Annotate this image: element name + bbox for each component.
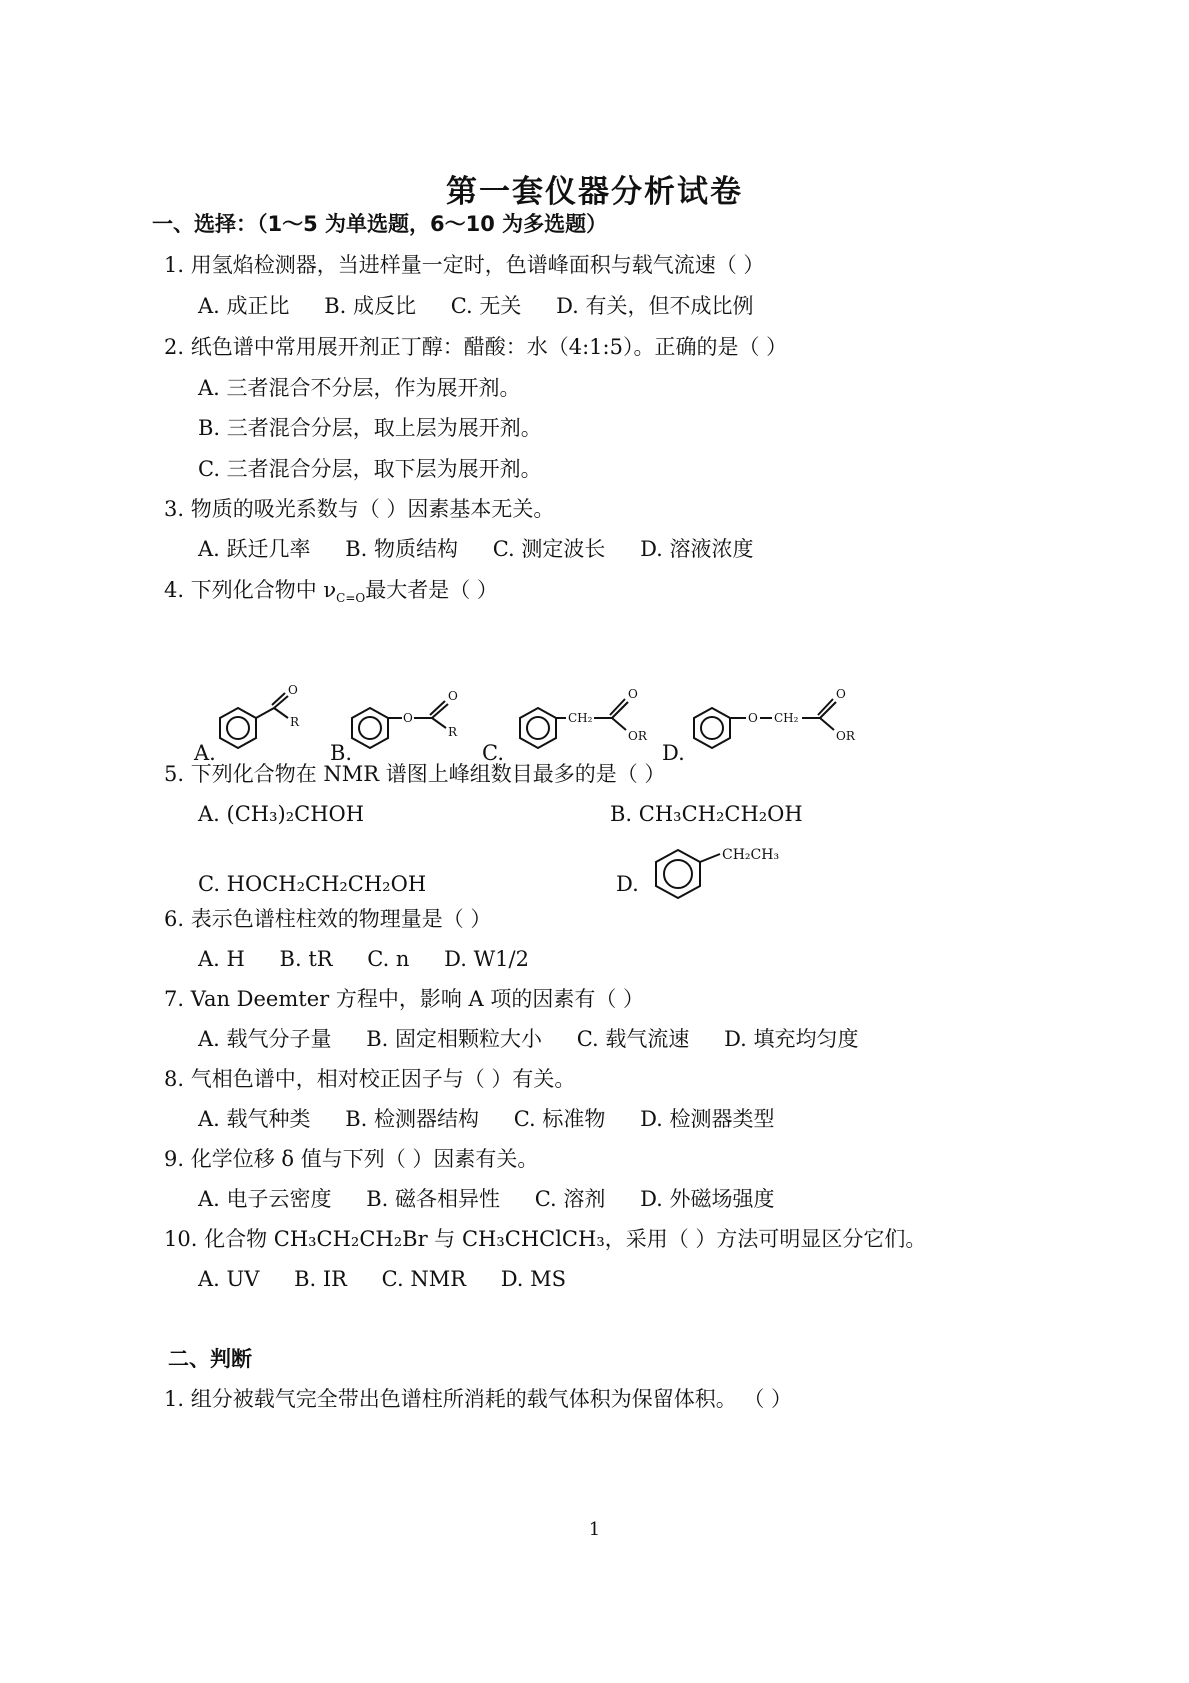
q4-b-oxygen: O <box>448 689 458 703</box>
q3-stem: 3. 物质的吸光系数与（ ）因素基本无关。 <box>164 497 555 521</box>
q4-structure-a <box>193 683 300 765</box>
q4-c-oxygen: O <box>628 687 638 701</box>
q6-stem: 6. 表示色谱柱柱效的物理量是（ ） <box>164 907 492 931</box>
q3-option-d: D. 溶液浓度 <box>640 537 754 561</box>
q4-c-ch2: CH₂ <box>568 711 593 725</box>
q4-stem-subscript: C=O <box>336 591 366 606</box>
q2-option-a: A. 三者混合不分层，作为展开剂。 <box>198 376 521 400</box>
q4-label-a: A. <box>194 741 216 765</box>
q3-option-a: A. 跃迁几率 <box>198 537 311 561</box>
q8-option-b: B. 检测器结构 <box>345 1107 480 1131</box>
q1-option-d: D. 有关，但不成比例 <box>556 294 754 318</box>
q6-option-d: D. W1/2 <box>444 947 529 971</box>
q7-options <box>198 1025 887 1053</box>
q7-option-b: B. 固定相颗粒大小 <box>366 1027 543 1051</box>
q7-stem: 7. Van Deemter 方程中，影响 A 项的因素有（ ） <box>164 987 645 1011</box>
q5-option-c: C. HOCH₂CH₂CH₂OH <box>198 872 427 896</box>
q9-option-b: B. 磁各相异性 <box>366 1187 501 1211</box>
q9-option-d: D. 外磁场强度 <box>640 1187 775 1211</box>
q4-c-or: OR <box>628 729 647 743</box>
q4-d-or: OR <box>836 729 855 743</box>
q3-options <box>198 535 782 563</box>
page-number: 1 <box>588 1519 601 1540</box>
q1-options <box>198 292 782 320</box>
q6-option-b: B. tR <box>279 947 333 971</box>
q1-stem: 1. 用氢焰检测器，当进样量一定时，色谱峰面积与载气流速（ ） <box>164 253 765 277</box>
q9-option-a: A. 电子云密度 <box>198 1187 332 1211</box>
q1-option-a: A. 成正比 <box>198 294 290 318</box>
q1-option-c: C. 无关 <box>450 294 522 318</box>
page-title: 第一套仪器分析试卷 <box>446 174 743 210</box>
q2-stem: 2. 纸色谱中常用展开剂正丁醇：醋酸：水（4:1:5）。正确的是（ ） <box>164 335 788 359</box>
q8-option-c: C. 标准物 <box>513 1107 606 1131</box>
judgement-1: 1. 组分被载气完全带出色谱柱所消耗的载气体积为保留体积。 （ ） <box>164 1387 793 1411</box>
q10-options <box>198 1265 594 1293</box>
q5-option-d: D. <box>616 872 639 896</box>
q8-options <box>198 1105 803 1133</box>
q3-option-b: B. 物质结构 <box>345 537 459 561</box>
q4-d-oxygen: O <box>836 687 846 701</box>
q4-stem <box>164 576 498 612</box>
q4-b-r: R <box>448 725 458 739</box>
q8-option-d: D. 检测器类型 <box>640 1107 775 1131</box>
q4-structure-b <box>330 689 458 765</box>
q1-option-b: B. 成反比 <box>324 294 417 318</box>
q7-option-c: C. 载气流速 <box>576 1027 690 1051</box>
q5-option-a: A. (CH₃)₂CHOH <box>198 802 365 826</box>
q9-option-c: C. 溶剂 <box>534 1187 606 1211</box>
q3-option-c: C. 测定波长 <box>492 537 606 561</box>
q9-options <box>198 1185 803 1213</box>
section1-heading: 一、选择：（1～5 为单选题，6～10 为多选题） <box>152 212 608 236</box>
q8-option-a: A. 载气种类 <box>198 1107 311 1131</box>
q8-stem: 8. 气相色谱中，相对校正因子与（ ）有关。 <box>164 1067 576 1091</box>
q4-label-b: B. <box>330 741 353 765</box>
q10-option-a: A. UV <box>198 1267 260 1291</box>
q10-stem: 10. 化合物 CH₃CH₂CH₂Br 与 CH₃CHClCH₃，采用（ ）方法可明显区分它们。 <box>164 1227 927 1251</box>
q10-option-b: B. IR <box>294 1267 347 1291</box>
q4-label-d: D. <box>662 741 685 765</box>
q4-stem-start: 4. 下列化合物中 ν <box>164 578 337 602</box>
q4-label-c: C. <box>482 741 504 765</box>
q7-option-d: D. 填充均匀度 <box>724 1027 859 1051</box>
q6-option-c: C. n <box>367 947 410 971</box>
q6-option-a: A. H <box>198 947 245 971</box>
q4-structure-d <box>662 687 856 765</box>
q7-option-a: A. 载气分子量 <box>198 1027 332 1051</box>
q6-options <box>198 945 557 973</box>
q5-stem: 5. 下列化合物在 NMR 谱图上峰组数目最多的是（ ） <box>164 762 666 786</box>
q5-d-ethyl: CH₂CH₃ <box>722 847 780 863</box>
q5-d-structure <box>650 840 800 915</box>
q5-option-b: B. CH₃CH₂CH₂OH <box>610 802 803 826</box>
q9-stem: 9. 化学位移 δ 值与下列（ ）因素有关。 <box>164 1147 539 1171</box>
q4-a-oxygen: O <box>288 683 298 697</box>
q4-a-r: R <box>290 715 300 729</box>
q2-option-b: B. 三者混合分层，取上层为展开剂。 <box>198 416 542 440</box>
q4-structure-c <box>482 687 648 765</box>
q4-b-ether-oxygen: O <box>403 711 413 725</box>
q2-option-c: C. 三者混合分层，取下层为展开剂。 <box>198 457 542 481</box>
section2-heading: 二、判断 <box>168 1347 252 1371</box>
q10-option-d: D. MS <box>500 1267 567 1291</box>
q4-stem-end: 最大者是（ ） <box>365 578 498 602</box>
q4-d-ether-oxygen: O <box>748 711 758 725</box>
q4-d-ch2: CH₂ <box>774 711 799 725</box>
q10-option-c: C. NMR <box>381 1267 467 1291</box>
